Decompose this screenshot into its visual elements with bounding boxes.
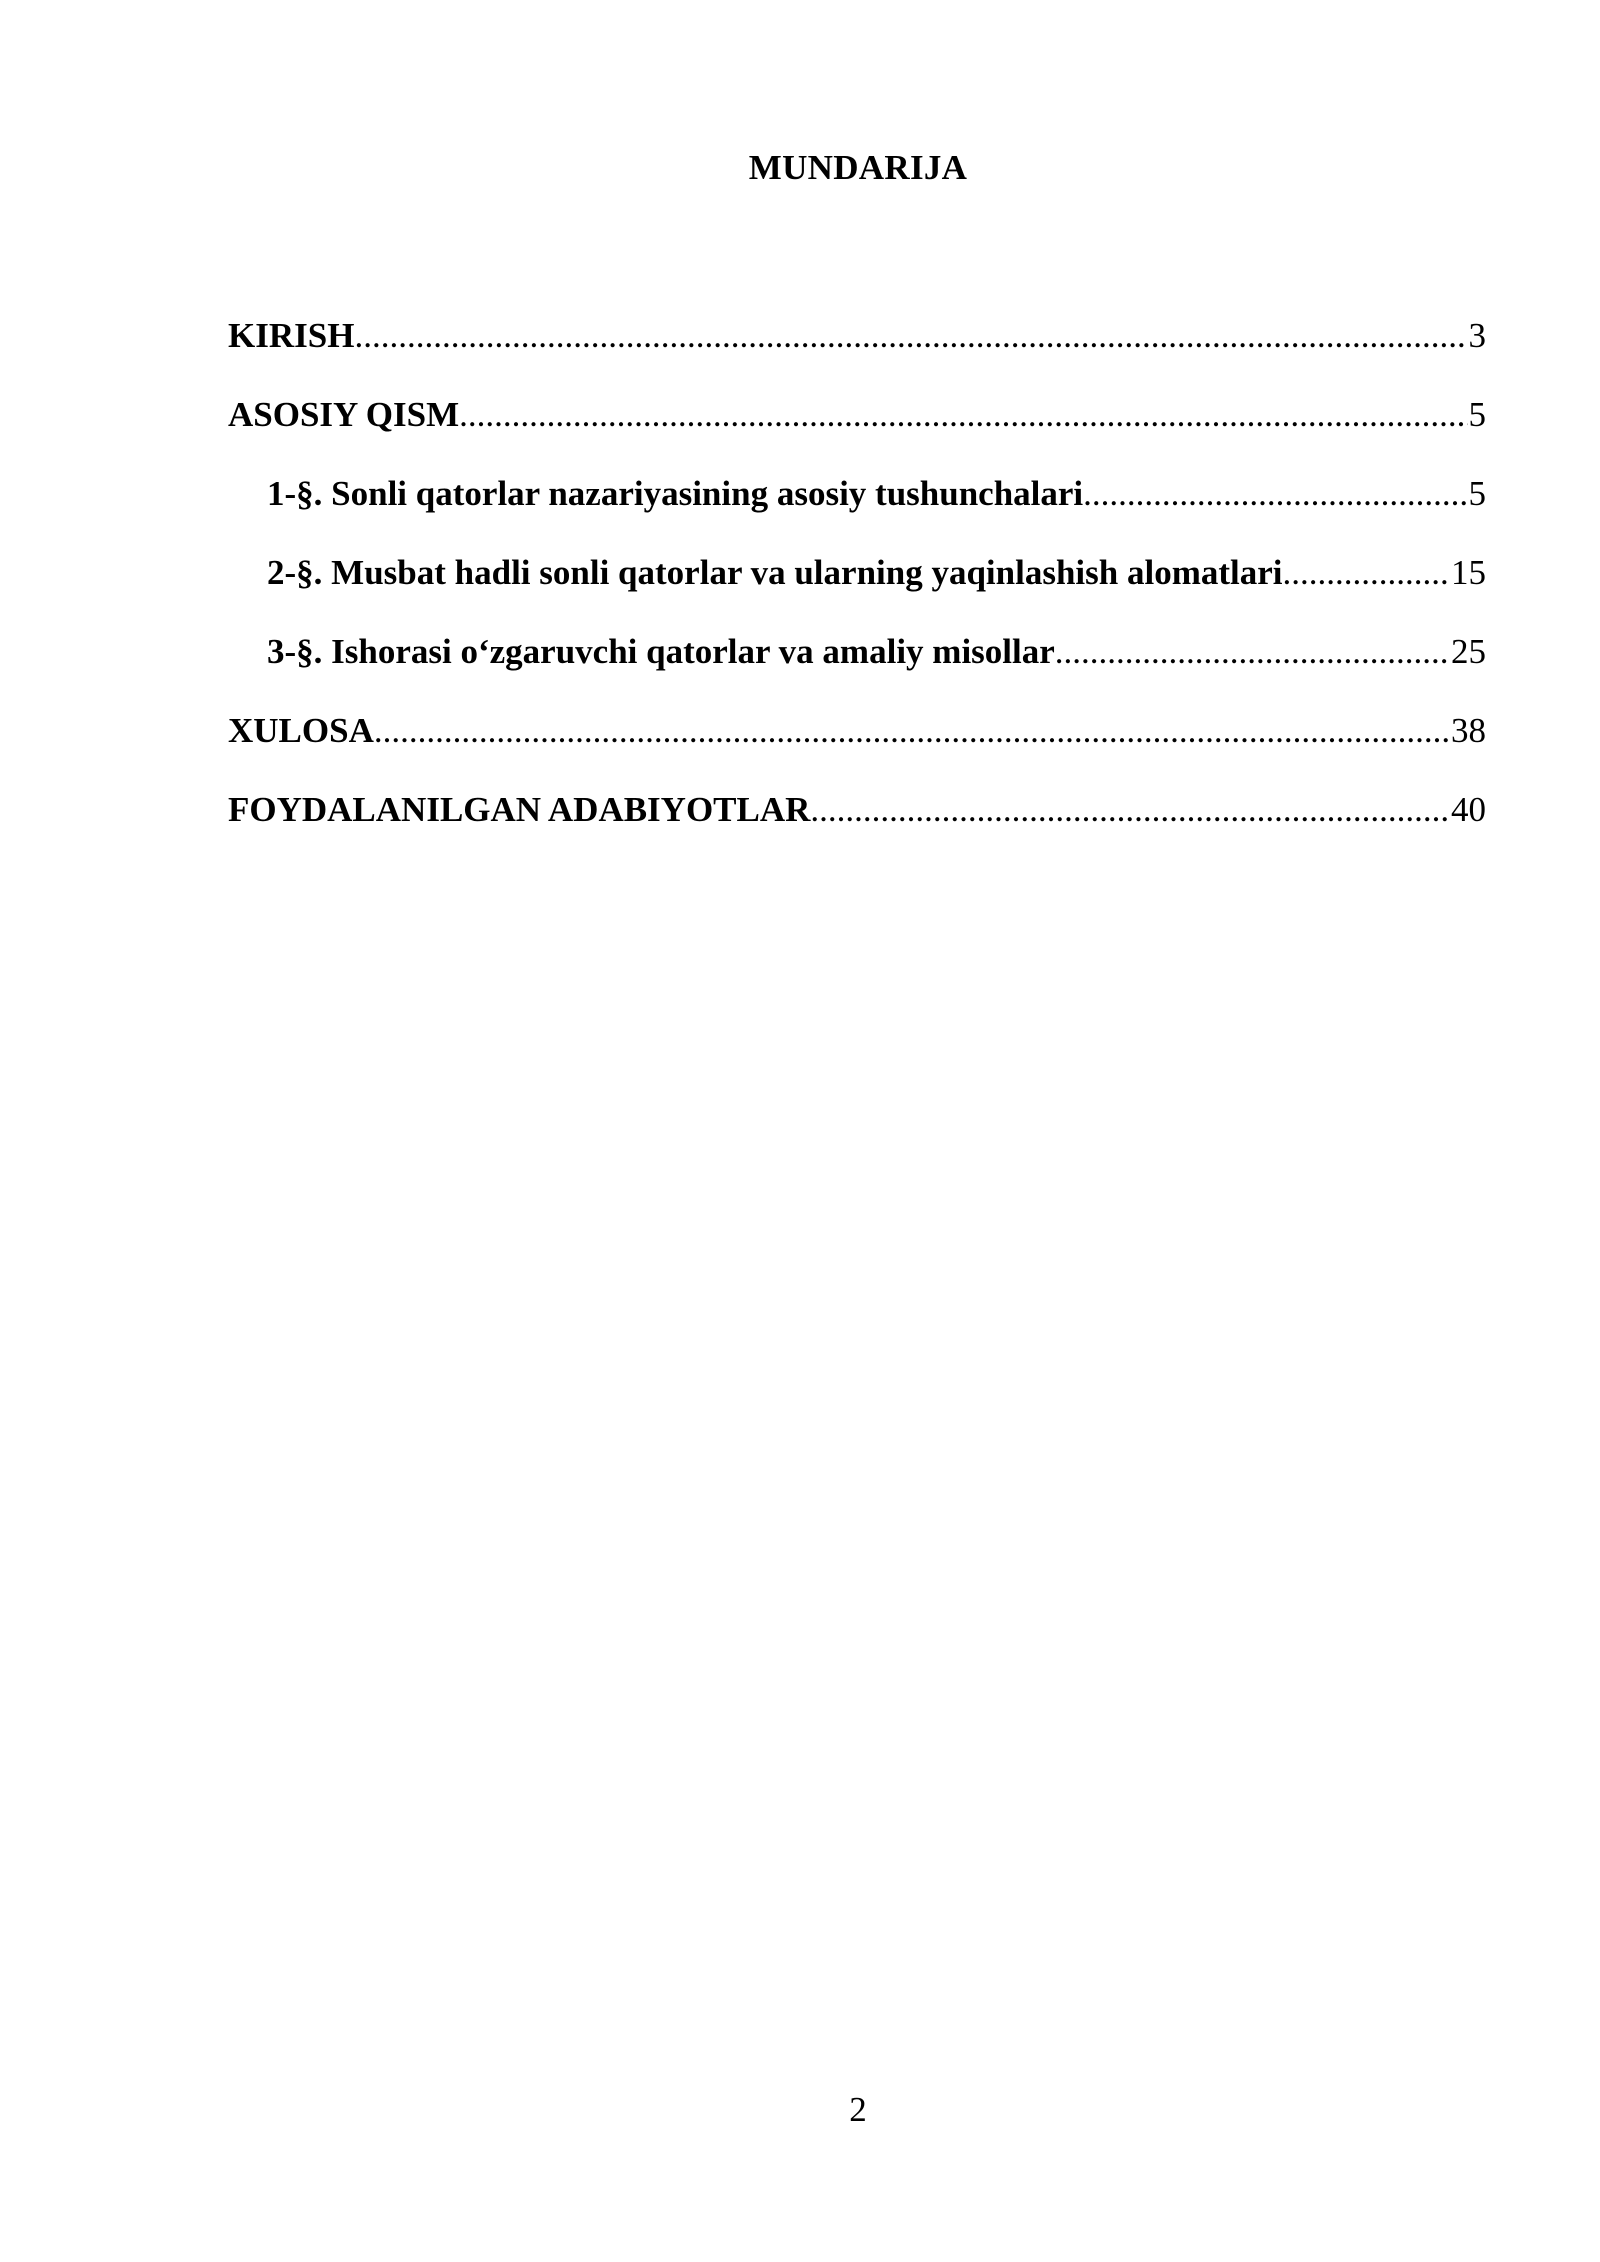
toc-entry-label: 3-§. Ishorasi o‘zgaruvchi qatorlar va amaliy misollar — [267, 632, 1055, 671]
toc-entry-kirish[interactable] — [228, 312, 1486, 391]
toc-entry-page: 25 — [1451, 632, 1486, 671]
toc-entry-label: 2-§. Musbat hadli sonli qatorlar va ularning yaqinlashish alomatlari — [267, 553, 1283, 592]
toc-entry-label: FOYDALANILGAN ADABIYOTLAR — [228, 790, 811, 829]
toc-dot-leader — [459, 391, 1467, 439]
toc-entry-page: 3 — [1468, 316, 1486, 355]
toc-entry-asosiy-qism[interactable] — [228, 391, 1486, 470]
toc-dot-leader — [374, 707, 1450, 755]
toc-entry-xulosa[interactable] — [228, 707, 1486, 786]
toc-entry-page: 5 — [1468, 474, 1486, 513]
toc-entry-page: 40 — [1451, 790, 1486, 829]
toc-entry-label: KIRISH — [228, 316, 355, 355]
toc-entry-section-2[interactable] — [228, 549, 1486, 628]
toc-dot-leader — [354, 312, 1467, 360]
toc-entry-adabiyotlar[interactable] — [228, 786, 1486, 865]
toc-entry-label: ASOSIY QISM — [228, 395, 460, 434]
toc-entry-page: 38 — [1451, 711, 1486, 750]
toc-dot-leader — [810, 786, 1450, 834]
toc-dot-leader — [1283, 549, 1450, 597]
toc-entry-page: 15 — [1451, 553, 1486, 592]
page-number: 2 — [849, 2090, 867, 2129]
toc-title: MUNDARIJA — [748, 148, 968, 187]
toc-entry-section-3[interactable] — [228, 628, 1486, 707]
toc-entry-section-1[interactable] — [228, 470, 1486, 549]
toc-dot-leader — [1083, 470, 1467, 518]
table-of-contents — [228, 312, 1486, 865]
toc-entry-label: XULOSA — [228, 711, 374, 750]
toc-dot-leader — [1055, 628, 1450, 676]
toc-entry-page: 5 — [1468, 395, 1486, 434]
toc-entry-label: 1-§. Sonli qatorlar nazariyasining asosiy tushunchalari — [267, 474, 1084, 513]
